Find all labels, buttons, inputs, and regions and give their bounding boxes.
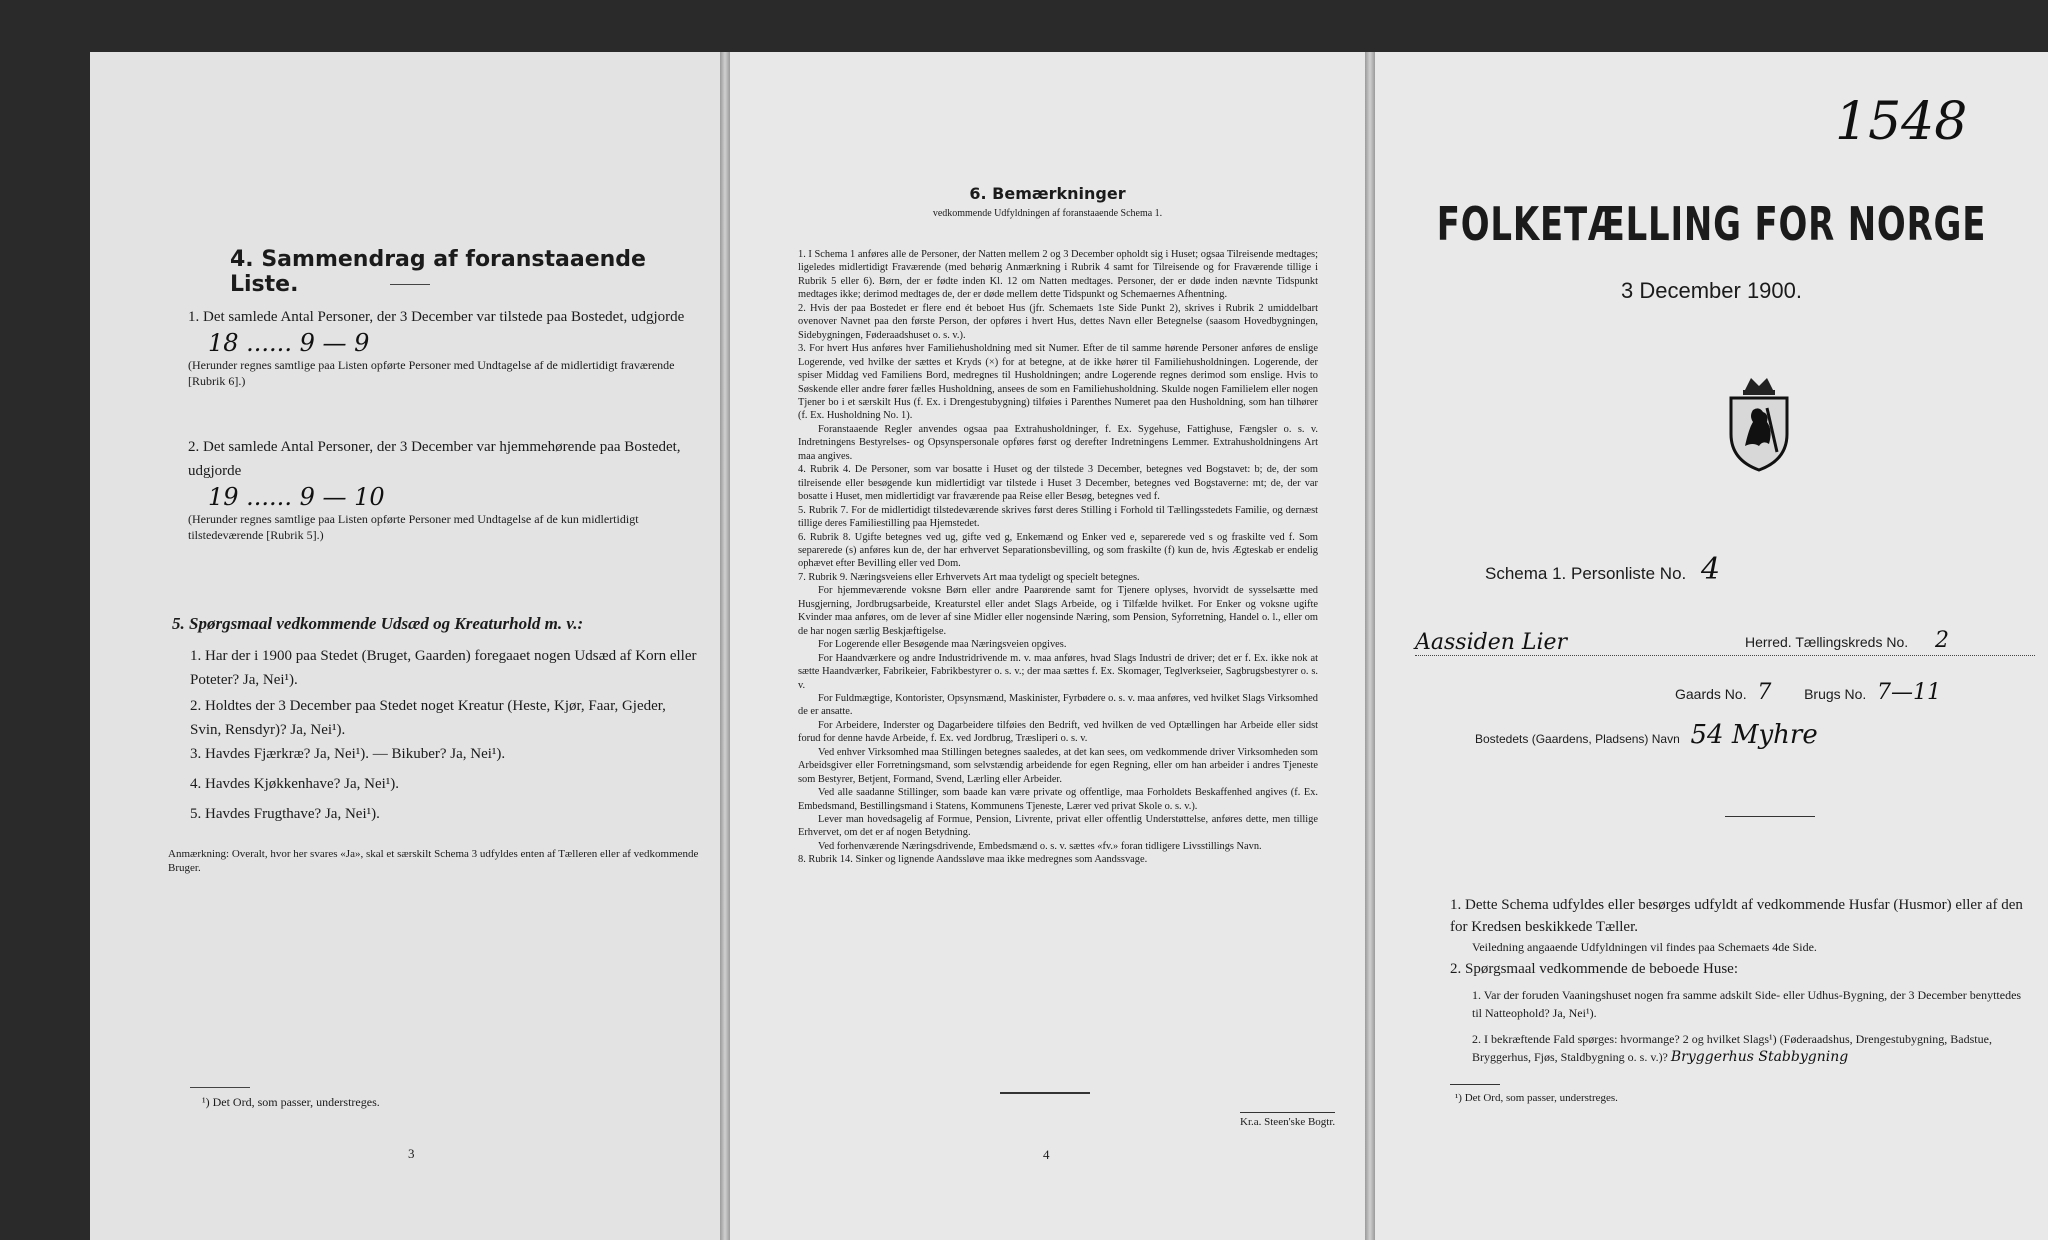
remark-paragraph: 2. Hvis der paa Bostedet er flere end ét beboet Hus (jfr. Schemaets 1ste Side Punkt 2), skrives i Rubrik 2 umiddelbart ovenover Navnet paa den første Person, der opføres i hvert Hus, dettes Navn eller Betegnelse (saasom Hovedbygningen, Sidebygningen, Føderaadshuset o. s. v.). bbox=[798, 302, 1318, 341]
instruction-2-q2-answer: Bryggerhus Stabbygning bbox=[1670, 1049, 1849, 1065]
question-1: 1. Har der i 1900 paa Stedet (Bruget, Gaarden) foregaaet nogen Udsæd af Korn eller Poteter? Ja, Nei¹). bbox=[190, 648, 697, 688]
title-rule bbox=[390, 284, 430, 285]
remark-paragraph: 1. I Schema 1 anføres alle de Personer, der Natten mellem 2 og 3 December opholdt sig i Huset; ogsaa Tilreisende medtages; ligeledes midlertidigt Fraværende (med behørig Anmærkning i Rubrik 4 samt for Tilreisende og for Fraværende tillige i Rubrik 5 eller 6). Børn, der er fødte inden Kl. 12 om Natten medtages. Personer, der er døde inden nævnte Tidspunkt medtages ikke; derimod medtages de, der er døde mellem dette Tidspunkt og Schemaernes Afhentning. bbox=[798, 249, 1318, 301]
item-1-note: (Herunder regnes samtlige paa Listen opførte Personer med Undtagelse af de midlertidigt fraværende [Rubrik 6].) bbox=[188, 358, 675, 388]
instruction-2 bbox=[1450, 958, 2030, 1066]
herred-value: Aassiden Lier bbox=[1415, 630, 1568, 655]
instruction-2-q1: 1. Var der foruden Vaaningshuset nogen fra samme adskilt Side- eller Udhus-Bygning, der 3 December benyttedes til Natteophold? Ja, Nei¹). bbox=[1472, 988, 2022, 1020]
footnote-rule bbox=[1450, 1084, 1500, 1085]
remark-paragraph: 4. Rubrik 4. De Personer, som var bosatte i Huset og der tilstede 3 December, betegnes ved Bogstavet: b; de, der som tilreisende eller besøgende kun midlertidigt var tilstede i Huset 3 December, betegnes ved Bogstaverne: mt; de, der var bosatte i Huset, men midlertidigt var fraværende paa Reise eller Besøg, betegnes ved f. bbox=[798, 464, 1318, 503]
remark-paragraph: For hjemmeværende voksne Børn eller andre Paarørende samt for Tjenere oplyses, hvorvidt de sysselsætte med Husgjerning, Jordbrugsarbeide, Kreaturstel eller andet Slags Arbeide, og i Tilfælde hvilket. For Enker og voksne ugifte Kvinder maa anføres, om de lever af sine Midler eller nogensinde Næring, som Pension, Syforretning, Handel o. l., eller om de har nogen særlig Beskjæftigelse. bbox=[798, 585, 1318, 637]
bosted-line bbox=[1475, 720, 1818, 750]
anmaerkning-note: Anmærkning: Overalt, hvor her svares «Ja», skal et særskilt Schema 3 udfyldes enten af Tælleren eller af vedkommende Bruger. bbox=[168, 848, 699, 874]
remarks-body bbox=[798, 248, 1318, 867]
remark-paragraph: 5. Rubrik 7. For de midlertidigt tilstedeværende skrives først deres Stilling i Forhold til Tællingsstedets Familie, og dernæst tillige deres Familiestilling paa Hjemstedet. bbox=[798, 504, 1318, 530]
schema-line bbox=[1485, 552, 1720, 587]
page-number: 4 bbox=[1043, 1147, 1050, 1162]
bosted-value: 54 Myhre bbox=[1690, 720, 1818, 750]
item-2-value: 19 ...... 9 — 10 bbox=[208, 483, 385, 511]
remark-paragraph: 6. Rubrik 8. Ugifte betegnes ved ug, gifte ved g, Enkemænd og Enker ved e, separerede ved s og fraskilte ved f. Som separerede (s) anføres kun de, der har erhvervet Separationsbevilling, og som fraskilte (f) kun de, hvis Ægteskab er endelig ophævet efter Bevilling eller ved Dom. bbox=[798, 531, 1318, 570]
remark-paragraph: 7. Rubrik 9. Næringsveiens eller Erhvervets Art maa tydeligt og specielt betegnes. bbox=[798, 571, 1140, 583]
remark-paragraph: For Logerende eller Besøgende maa Næringsveien opgives. bbox=[818, 639, 1067, 651]
page-5 bbox=[1375, 52, 2048, 1240]
remark-paragraph: Ved alle saadanne Stillinger, som baade kan være private og offentlige, maa Forholdets Beskaffenhed angives (f. Ex. Embedsmand, Bestillingsmand i Statens, Kommunens Tjeneste, Lærer ved privat Skole o. s. v.). bbox=[798, 787, 1318, 812]
footnote-rule bbox=[190, 1087, 250, 1088]
archive-number: 1548 bbox=[1835, 92, 1968, 152]
remarks-title: 6. Bemærkninger bbox=[969, 184, 1126, 203]
question-2: 2. Holdtes der 3 December paa Stedet noget Kreatur (Heste, Kjør, Faar, Gjeder, Svin, Rensdyr)? Ja, Nei¹). bbox=[190, 698, 666, 738]
herred-line bbox=[1415, 630, 2035, 656]
summary-item-1 bbox=[188, 305, 688, 389]
item-1-text: 1. Det samlede Antal Personer, der 3 December var tilstede paa Bostedet, udgjorde bbox=[188, 309, 685, 325]
footnote: ¹) Det Ord, som passer, understreges. bbox=[202, 1095, 380, 1109]
census-title: FOLKETÆLLING FOR NORGE bbox=[1436, 197, 1987, 251]
instruction-2-text: 2. Spørgsmaal vedkommende de beboede Huse: bbox=[1450, 961, 1738, 977]
gaards-line bbox=[1675, 680, 1941, 705]
remarks-subtitle: vedkommende Udfyldningen af foranstaaende Schema 1. bbox=[932, 208, 1163, 219]
schema-label: Schema 1. Personliste No. bbox=[1485, 564, 1687, 583]
item-2-text: 2. Det samlede Antal Personer, der 3 December var hjemmehørende paa Bostedet, udgjorde bbox=[188, 439, 681, 479]
end-rule bbox=[1000, 1092, 1090, 1094]
gaards-label: Gaards No. bbox=[1675, 686, 1747, 702]
question-5: 5. Havdes Frugthave? Ja, Nei¹). bbox=[190, 806, 380, 822]
census-spread bbox=[90, 52, 2048, 1240]
section-5-title: 5. Spørgsmaal vedkommende Udsæd og Kreaturhold m. v.: bbox=[172, 614, 584, 633]
question-4: 4. Havdes Kjøkkenhave? Ja, Nei¹). bbox=[190, 776, 400, 792]
page-fold bbox=[720, 52, 730, 1240]
divider bbox=[1725, 816, 1815, 817]
remark-paragraph: For Arbeidere, Inderster og Dagarbeidere tilføies den Bedrift, ved hvilken de ved Optællingen har Arbeide eller sidst forud for denne havde Arbeide, f. Ex. ved Jordbrug, Træsliperi o. s. v. bbox=[798, 719, 1318, 745]
bosted-label: Bostedets (Gaardens, Pladsens) Navn bbox=[1475, 732, 1680, 746]
item-1-value: 18 ...... 9 — 9 bbox=[208, 329, 370, 357]
summary-item-2 bbox=[188, 435, 688, 543]
page-3 bbox=[90, 52, 720, 1240]
page-4 bbox=[730, 52, 1365, 1240]
remark-paragraph: For Haandværkere og andre Industridrivende m. v. maa anføres, hvad Slags Industri de driver; det er f. Ex. ikke nok at sætte Haandværker, Fabrikeier, Fabrikbestyrer o. s. v.; der maa sættes f. Ex. Skomager, Teglverkseier, Sagbrugsbestyrer o. s. v. bbox=[798, 652, 1318, 691]
instruction-2-q2 bbox=[1450, 1030, 2030, 1066]
brugs-value: 7—11 bbox=[1877, 680, 1942, 705]
page-fold bbox=[1365, 52, 1375, 1240]
page-number: 3 bbox=[408, 1146, 415, 1161]
remark-paragraph: Foranstaaende Regler anvendes ogsaa paa Extrahusholdninger, f. Ex. Sygehuse, Fattighuse, Fængsler o. s. v. Indretningens Bestyrelses- og Opsynspersonale opføres først og derefter Indretningens Lemmer. Extrahusholdningens Art maa angives. bbox=[798, 423, 1318, 462]
instruction-1 bbox=[1450, 894, 2030, 956]
coat-of-arms-icon bbox=[1723, 372, 1795, 472]
herred-label: Herred. Tællingskreds No. bbox=[1745, 634, 1909, 650]
section-4-title: 4. Sammendrag af foranstaaende Liste. bbox=[230, 247, 646, 297]
census-date: 3 December 1900. bbox=[1621, 278, 1802, 303]
remark-paragraph: For Fuldmægtige, Kontorister, Opsynsmænd, Maskinister, Fyrbødere o. s. v. maa anføres, ved hvilket Slags Virksomhed de er ansatte. bbox=[798, 692, 1318, 718]
question-3: 3. Havdes Fjærkræ? Ja, Nei¹). — Bikuber? Ja, Nei¹). bbox=[190, 746, 506, 762]
printer-imprint: Kr.a. Steen'ske Bogtr. bbox=[1240, 1112, 1335, 1130]
remark-paragraph: 8. Rubrik 14. Sinker og lignende Aandssløve maa ikke medregnes som Aandssvage. bbox=[798, 854, 1148, 866]
gaards-value: 7 bbox=[1757, 680, 1772, 705]
remark-paragraph: Lever man hovedsagelig af Formue, Pension, Livrente, privat eller offentlig Understøttelse, anføres dette, men tillige Erhvervet, om det er af nogen Betydning. bbox=[798, 814, 1318, 839]
item-2-note: (Herunder regnes samtlige paa Listen opførte Personer med Undtagelse af de kun midlertidigt tilstedeværende [Rubrik 5].) bbox=[188, 512, 639, 542]
instruction-1-text: 1. Dette Schema udfyldes eller besørges udfyldt af vedkommende Husfar (Husmor) eller af den for Kredsen beskikkede Tæller. bbox=[1450, 897, 2023, 935]
kreds-value: 2 bbox=[1935, 628, 1949, 653]
remark-paragraph: 3. For hvert Hus anføres hver Familiehusholdning med sit Numer. Efter de til samme hørende Personer anføres de enslige Logerende, ved hvilke der sættes et Kryds (×) for at betegne, at de ikke hører til Familiehusholdningen. Logerende, der spiser Middag ved Familiens Bord, medregnes til Husholdningen; andre Logerende regnes derimod som enslige. Hvis to Søskende eller andre fører fælles Husholdning, ansees de som en Familiehusholdning. Skulde nogen Familielem eller nogen Tjener bo i et særskilt Hus (f. Ex. i Drengestubygning) tilføies i Parenthes Numeret paa den Husholdning, som han tilhører (f. Ex. Husholdning No. 1). bbox=[798, 343, 1318, 422]
footnote: ¹) Det Ord, som passer, understreges. bbox=[1455, 1092, 1618, 1104]
personliste-number: 4 bbox=[1701, 552, 1721, 587]
remark-paragraph: Ved enhver Virksomhed maa Stillingen betegnes saaledes, at det kan sees, om vedkommende driver Virksomheden som Arbeidsgiver eller Forretningsmand, som selvstændig arbeidende for egen Regning, eller om han arbeider i andres Tjeneste som Bestyrer, Betjent, Formand, Svend, Lærling eller Arbeider. bbox=[798, 746, 1318, 785]
instruction-2-q2-text: 2. I bekræftende Fald spørges: hvormange? 2 og hvilket Slags¹) (Føderaadshus, Drengestubygning, Badstue, Bryggerhus, Fjøs, Staldbygning o. s. v.)? bbox=[1472, 1032, 1992, 1064]
brugs-label: Brugs No. bbox=[1804, 686, 1867, 702]
instruction-1-sub: Veiledning angaaende Udfyldningen vil findes paa Schemaets 4de Side. bbox=[1472, 940, 1817, 954]
remark-paragraph: Ved forhenværende Næringsdrivende, Embedsmænd o. s. v. sættes «fv.» foran tidligere Livsstillings Navn. bbox=[818, 840, 1262, 852]
